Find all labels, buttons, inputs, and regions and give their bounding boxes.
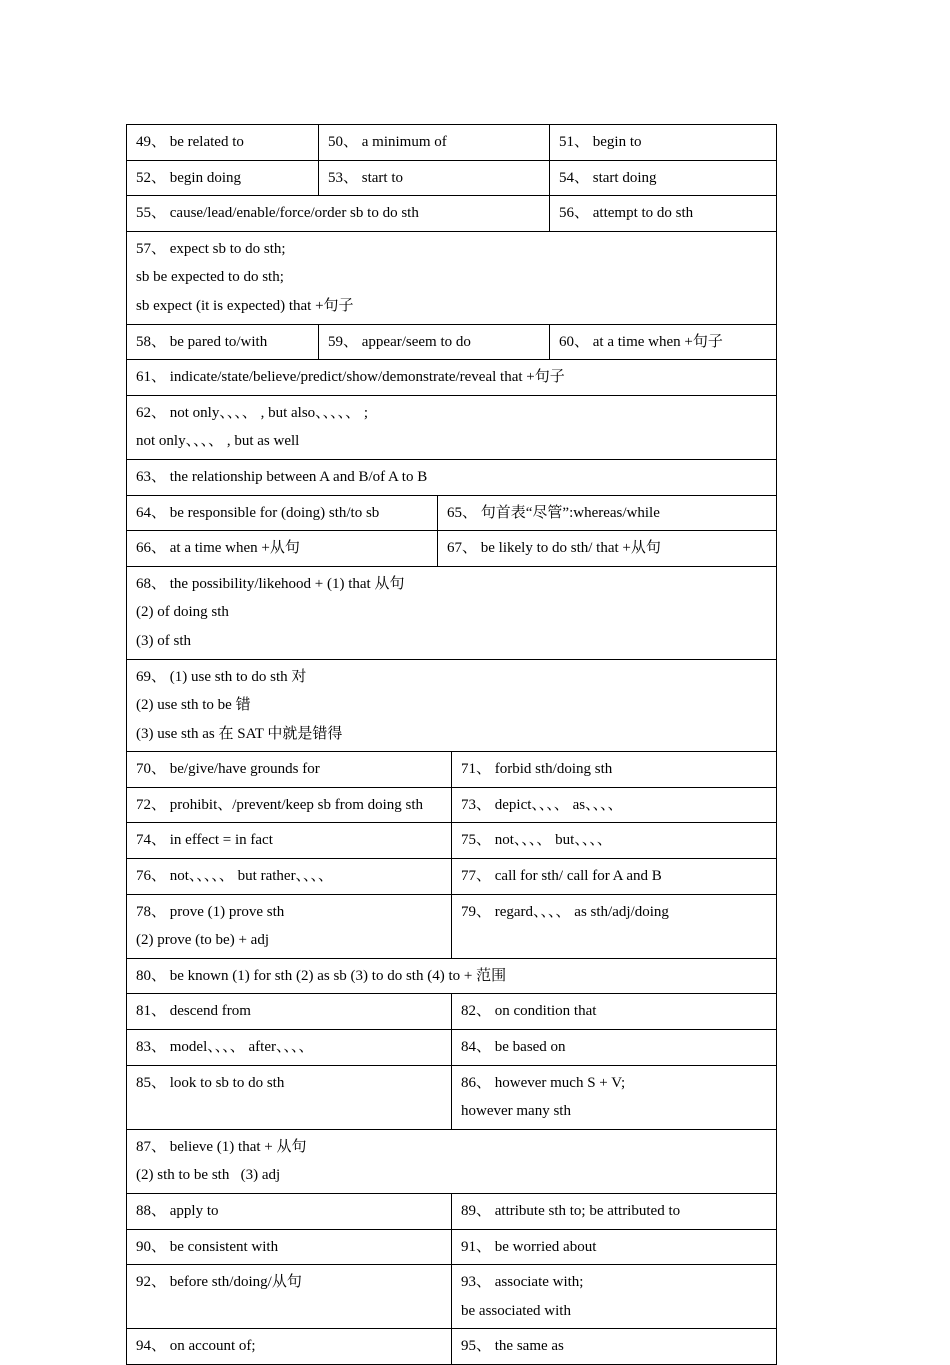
table-cell: 85、 look to sb to do sth [127,1065,452,1129]
table-cell: 91、 be worried about [452,1229,777,1265]
table-cell: 64、 be responsible for (doing) sth/to sb [127,495,438,531]
table-row [127,1129,777,1193]
table-cell: 72、 prohibit、/prevent/keep sb from doing sth [127,787,452,823]
table-cell: 75、 not、、、、 but、、、、 [452,823,777,859]
table-cell: 87、 believe (1) that + 从句 (2) sth to be sth (3) adj [127,1129,777,1193]
table-cell: 70、 be/give/have grounds for [127,752,452,788]
table-row [127,495,777,531]
table-row [127,1229,777,1265]
table-row [127,324,777,360]
table-cell: 86、 however much S + V; however many sth [452,1065,777,1129]
table-row [127,231,777,324]
table-cell: 69、 (1) use sth to do sth 对 (2) use sth to be 错 (3) use sth as 在 SAT 中就是错得 [127,659,777,752]
table-row [127,1194,777,1230]
table-cell: 67、 be likely to do sth/ that +从句 [438,531,777,567]
table-row [127,1329,777,1365]
table-cell: 74、 in effect = in fact [127,823,452,859]
table-row [127,125,777,161]
table-cell: 53、 start to [319,160,550,196]
table-cell: 82、 on condition that [452,994,777,1030]
table-row [127,659,777,752]
table-cell: 80、 be known (1) for sth (2) as sb (3) to do sth (4) to + 范围 [127,958,777,994]
table-cell: 95、 the same as [452,1329,777,1365]
table-row [127,958,777,994]
table-cell: 50、 a minimum of [319,125,550,161]
table-cell: 60、 at a time when +句子 [550,324,777,360]
table-cell: 77、 call for sth/ call for A and B [452,859,777,895]
table-cell: 94、 on account of; [127,1329,452,1365]
table-cell: 56、 attempt to do sth [550,196,777,232]
table-cell: 68、 the possibility/likehood + (1) that 从句 (2) of doing sth (3) of sth [127,566,777,659]
table-cell: 55、 cause/lead/enable/force/order sb to do sth [127,196,550,232]
table-cell: 65、 句首表“尽管”:whereas/while [438,495,777,531]
table-row [127,1265,777,1329]
table-cell: 76、 not、、、、、 but rather、、、、 [127,859,452,895]
table-cell: 71、 forbid sth/doing sth [452,752,777,788]
table-cell: 83、 model、、、、 after、、、、 [127,1030,452,1066]
table-cell: 61、 indicate/state/believe/predict/show/demonstrate/reveal that +句子 [127,360,777,396]
table-cell: 88、 apply to [127,1194,452,1230]
table-row [127,196,777,232]
table-cell: 92、 before sth/doing/从句 [127,1265,452,1329]
table-cell: 51、 begin to [550,125,777,161]
table-row [127,566,777,659]
table-cell: 89、 attribute sth to; be attributed to [452,1194,777,1230]
table-cell: 81、 descend from [127,994,452,1030]
table-cell: 66、 at a time when +从句 [127,531,438,567]
table-cell: 62、 not only、、、、 , but also、、、、、 ; not only、、、、 , but as well [127,395,777,459]
table-cell: 54、 start doing [550,160,777,196]
table-cell: 63、 the relationship between A and B/of A to B [127,459,777,495]
table-cell: 58、 be pared to/with [127,324,319,360]
table-cell: 59、 appear/seem to do [319,324,550,360]
table-row [127,360,777,396]
table-row [127,752,777,788]
table-cell: 78、 prove (1) prove sth (2) prove (to be) + adj [127,894,452,958]
table-row [127,894,777,958]
table-row [127,395,777,459]
table-cell: 57、 expect sb to do sth; sb be expected to do sth; sb expect (it is expected) that +句子 [127,231,777,324]
table-cell: 79、 regard、、、、 as sth/adj/doing [452,894,777,958]
table-row [127,994,777,1030]
table-row [127,1030,777,1066]
table-row [127,823,777,859]
table-row [127,1065,777,1129]
table-row [127,859,777,895]
table-row [127,531,777,567]
table-cell: 73、 depict、、、、 as、、、、 [452,787,777,823]
table-cell: 84、 be based on [452,1030,777,1066]
table-row [127,459,777,495]
table-row [127,787,777,823]
phrase-table [126,124,777,1365]
table-cell: 52、 begin doing [127,160,319,196]
table-cell: 49、 be related to [127,125,319,161]
table-row [127,160,777,196]
table-cell: 93、 associate with; be associated with [452,1265,777,1329]
table-cell: 90、 be consistent with [127,1229,452,1265]
